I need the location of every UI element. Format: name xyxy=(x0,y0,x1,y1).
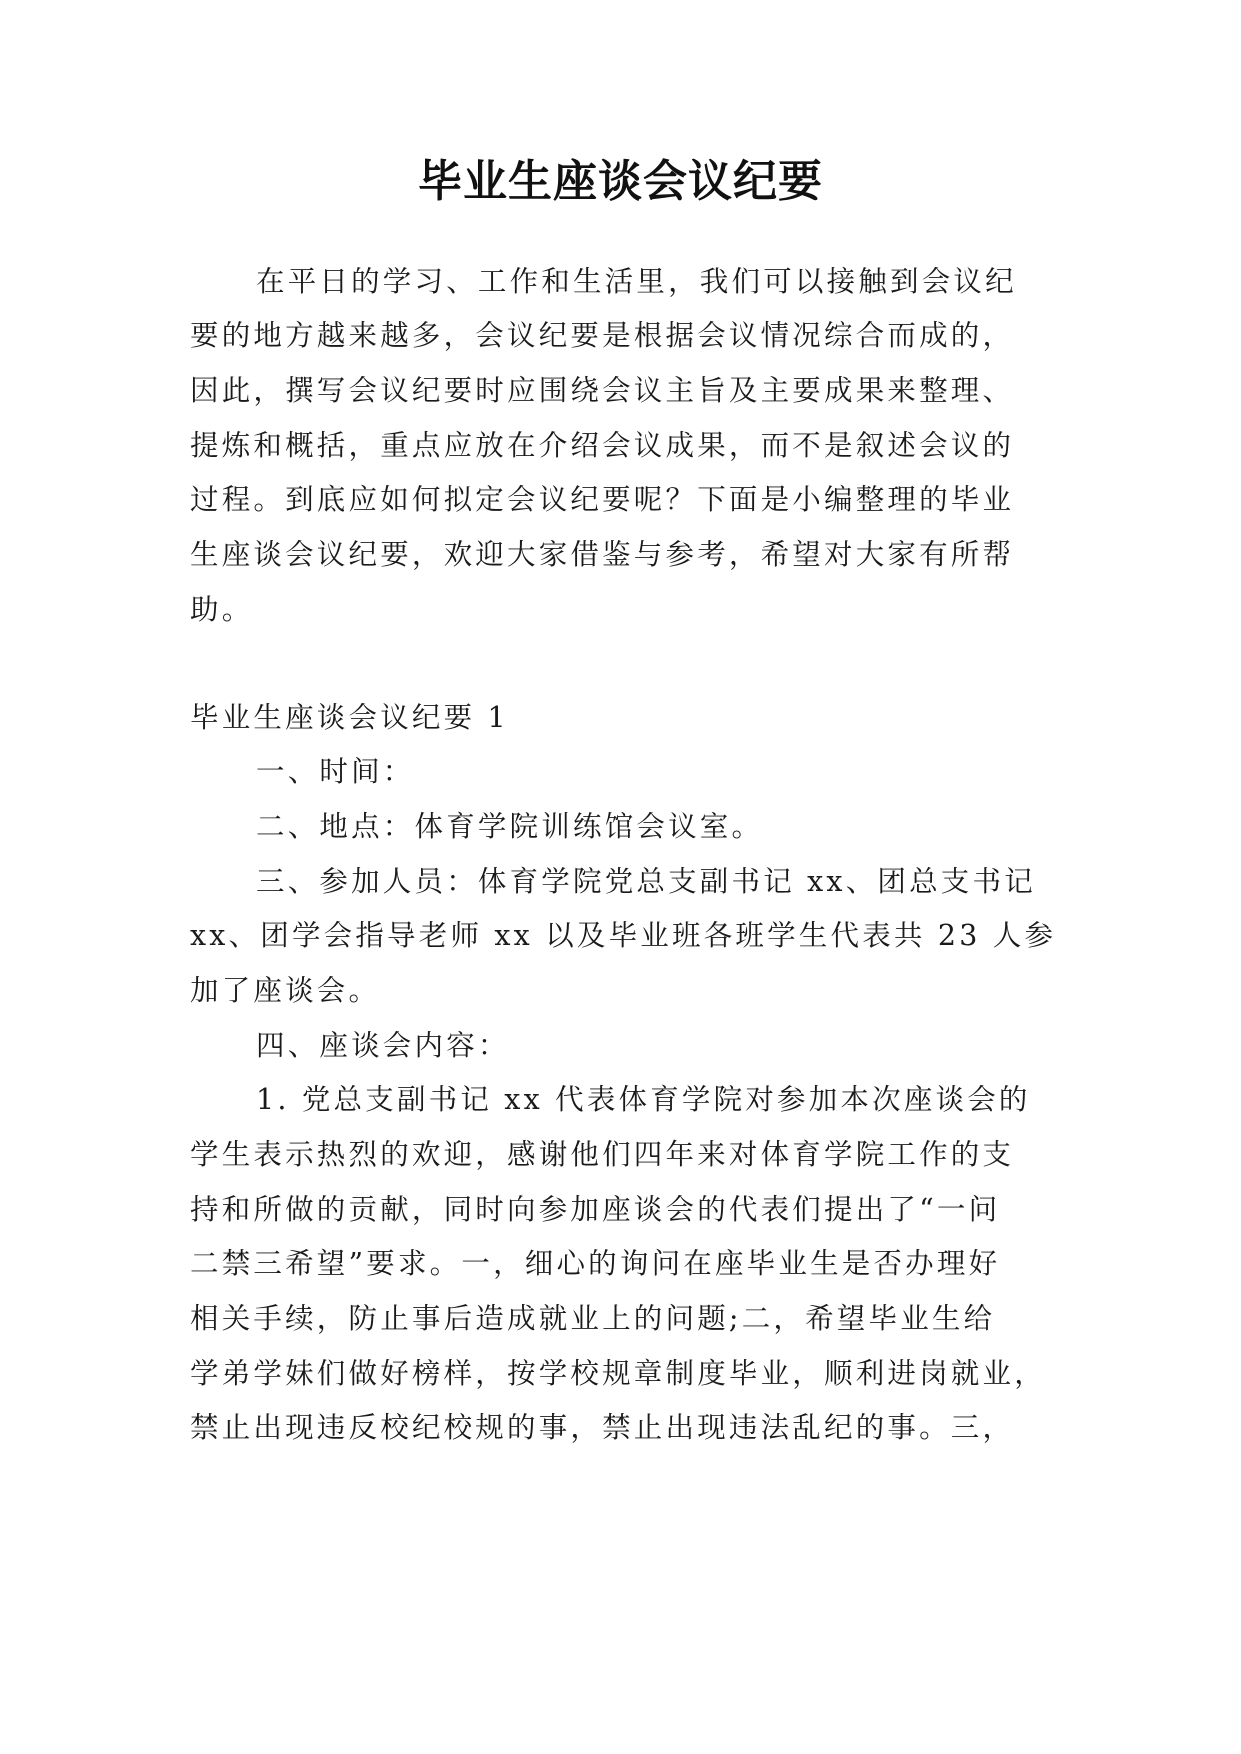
participants-line: 加了座谈会。 xyxy=(190,974,381,1007)
intro-line: 因此，撰写会议纪要时应围绕会议主旨及主要成果来整理、 xyxy=(190,374,1015,407)
content-line: 1. 党总支副书记 xx 代表体育学院对参加本次座谈会的 xyxy=(256,1083,1031,1116)
participants-line: xx、团学会指导老师 xx 以及毕业班各班学生代表共 23 人参 xyxy=(190,919,1057,952)
intro-line: 要的地方越来越多，会议纪要是根据会议情况综合而成的， xyxy=(190,319,1015,352)
intro-line: 过程。到底应如何拟定会议纪要呢？下面是小编整理的毕业 xyxy=(190,483,1015,516)
item-time: 一、时间： xyxy=(256,755,415,788)
content-line: 二禁三希望”要求。一，细心的询问在座毕业生是否办理好 xyxy=(190,1247,1001,1280)
content-line: 持和所做的贡献，同时向参加座谈会的代表们提出了“一问 xyxy=(190,1193,1001,1226)
content-heading: 四、座谈会内容： xyxy=(256,1029,510,1062)
item-place: 二、地点：体育学院训练馆会议室。 xyxy=(256,810,764,843)
intro-line: 在平日的学习、工作和生活里，我们可以接触到会议纪 xyxy=(256,265,1017,298)
section-heading: 毕业生座谈会议纪要 1 xyxy=(190,701,509,734)
intro-line: 提炼和概括，重点应放在介绍会议成果，而不是叙述会议的 xyxy=(190,429,1015,462)
intro-line: 生座谈会议纪要，欢迎大家借鉴与参考，希望对大家有所帮 xyxy=(190,538,1015,571)
content-line: 相关手续，防止事后造成就业上的问题;二，希望毕业生给 xyxy=(190,1302,996,1335)
document-title: 毕业生座谈会议纪要 xyxy=(418,156,823,207)
content-line: 学弟学妹们做好榜样，按学校规章制度毕业，顺利进岗就业， xyxy=(190,1357,1046,1390)
content-line: 禁止出现违反校纪校规的事，禁止出现违法乱纪的事。三， xyxy=(190,1411,1015,1444)
participants-line: 三、参加人员：体育学院党总支副书记 xx、团总支书记 xyxy=(256,865,1036,898)
intro-line: 助。 xyxy=(190,593,254,626)
content-line: 学生表示热烈的欢迎，感谢他们四年来对体育学院工作的支 xyxy=(190,1138,1015,1171)
